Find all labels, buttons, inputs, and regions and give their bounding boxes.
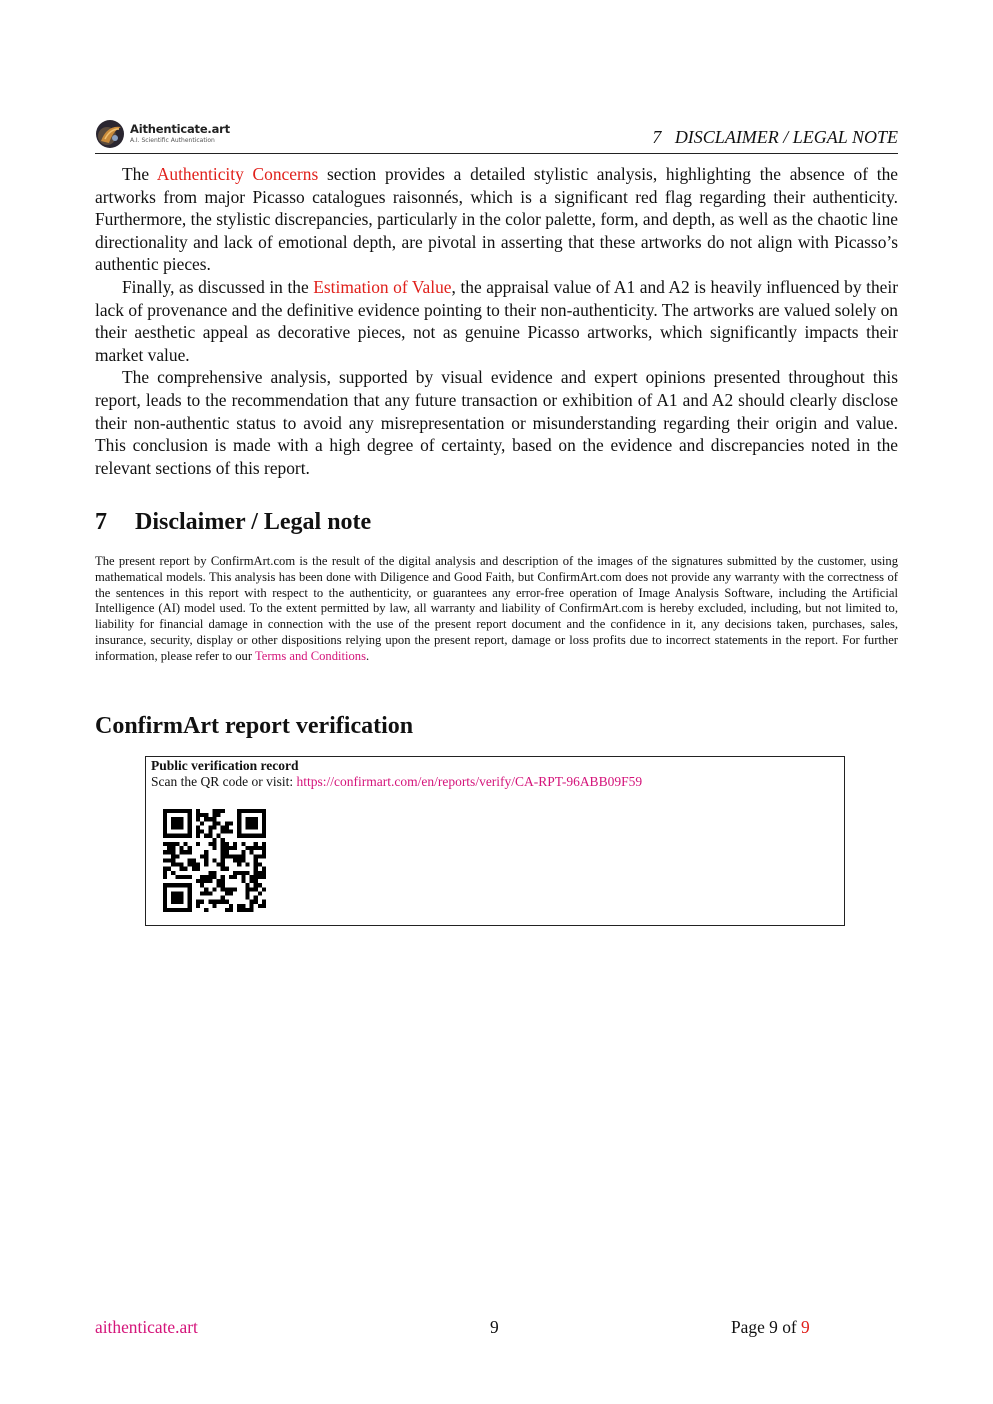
terms-and-conditions-link[interactable]: Terms and Conditions [254, 648, 366, 663]
section-heading [95, 509, 371, 536]
text: Finally, as discussed in the [122, 276, 314, 297]
text: . [366, 648, 370, 663]
verification-box-title: Public verification record [151, 758, 299, 773]
paragraph: The comprehensive analysis, supported by visual evidence and expert opinions presented throughout this report, leads to the recommendation that any future transaction or exhibition of A1 and A2 should clearly disclose their non-authentic status to avoid any misrepresentation or misunderstanding regarding their origin and value. This conclusion is made with a high degree of certainty, based on the evidence and discrepancies noted in the relevant sections of this report. [95, 367, 898, 478]
section-title: Disclaimer / Legal note [135, 509, 372, 535]
verification-box [145, 756, 845, 926]
text: section provides a detailed stylistic analysis, highlighting the absence of the artworks from major Picasso catalogues raisonnés, which is a significant red flag regarding their authenticity. Furthermore, the stylistic discrepancies, particularly in the color palette, form, and depth, as well as the chaotic line directionality and lack of emotional depth, are pivotal in asserting that these artworks do not align with Picasso’s authentic pieces. [95, 164, 898, 275]
logo-name: Aithenticate.art [130, 122, 230, 137]
conclusion-text [95, 163, 898, 479]
verification-heading: ConfirmArt report verification [95, 713, 414, 739]
estimation-of-value-link[interactable]: Estimation of Value [313, 276, 452, 297]
logo [95, 119, 230, 149]
section-number: 7 [95, 509, 107, 535]
text: The [122, 164, 157, 184]
paragraph [95, 276, 898, 366]
text: The present report by ConfirmArt.com is the result of the digital analysis and description of the images of the signatures submitted by the customer, using mathematical models. This analysis has been done with Diligence and Good Faith, but ConfirmArt.com does not provide any warranty with the correctness of the sentences in this report with respect to the authenticity, or guarantees any error-free operation of Image Analysis Software, including the Artificial Intelligence (AI) model used. To the extent permitted by law, all warranty and liability of ConfirmArt.com is hereby excluded, including, but not limited to, liability for financial damage in connection with the use of the present report document and the confidence in it, any decisions taken, purchases, sales, insurance, security, display or other dispositions relying upon the present report, damage or loss profits due to incorrect statements in the report. For further information, please refer to our [95, 554, 898, 663]
verification-url-link[interactable]: https://confirmart.com/en/reports/verify/CA-RPT-96ABB09F59 [296, 774, 643, 789]
total-pages-link[interactable]: 9 [801, 1317, 810, 1337]
qr-code[interactable] [163, 809, 266, 912]
verification-line [151, 774, 642, 790]
text: , the appraisal value of A1 and A2 is heavily influenced by their lack of provenance and the definitive evidence pointing to their non-authenticity. The artworks are valued solely on their aesthetic appeal as decorative pieces, not as genuine Picasso artworks, which significantly impacts their market value. [95, 276, 898, 365]
footer-page-number: 9 [490, 1317, 499, 1337]
footer-site-link[interactable]: aithenticate.art [95, 1317, 198, 1337]
page-header [95, 118, 898, 154]
authenticity-concerns-link[interactable]: Authenticity Concerns [156, 164, 319, 184]
footer-page-count [731, 1317, 810, 1338]
paragraph [95, 163, 898, 276]
disclaimer-text [95, 554, 898, 665]
logo-tagline: A.I. Scientific Authentication [130, 136, 215, 144]
running-head: 7 DISCLAIMER / LEGAL NOTE [652, 127, 898, 147]
logo-icon [95, 119, 125, 149]
text: Page 9 of [731, 1317, 802, 1337]
text: Scan the QR code or visit: [151, 774, 297, 789]
